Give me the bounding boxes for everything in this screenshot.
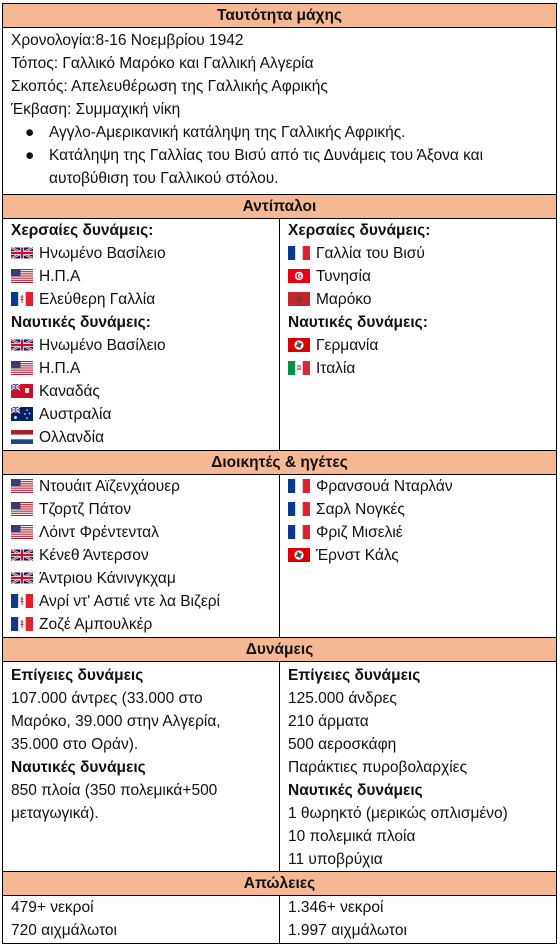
opponents-allies-cell [3,219,280,451]
flag-list-item [3,590,279,613]
flag-list-label: Κένεθ Άντερσον [39,547,149,564]
section-header-identity: Ταυτότητα μάχης [3,4,557,28]
us-flag-icon [11,361,33,375]
section-header-opponents: Αντίπαλοι [3,195,557,219]
flag-list-item [280,334,556,357]
naval-forces-heading: Ναυτικές δυνάμεις: [288,314,428,331]
uk-flag-icon [11,246,33,260]
land-forces-heading: Χερσαίες δυνάμεις: [11,222,154,239]
flag-list-label: Μαρόκο [316,291,372,308]
flag-list-item [3,498,279,521]
uk-flag-icon [11,548,33,562]
us-flag-icon [11,269,33,283]
losses-captured: 1.997 αιχμάλωτοι [288,922,407,939]
outcome-bullet: ● Κατάληψη της Γαλλίας του Βισύ από τις Δυνάμεις του Άξονα και αυτοβύθιση του Γαλλικού στόλου. [3,144,556,190]
bullet-icon: ● [25,124,35,141]
flag-list-label: Η.Π.Α [39,268,81,285]
section-header-forces: Δυνάμεις [3,638,557,662]
flag-list-label: Έρνστ Κάλς [316,547,399,564]
flag-list-label: Ηνωμένο Βασίλειο [39,337,166,354]
flag-list-label: Ντουάιτ Αϊζενχάουερ [39,478,180,495]
france-flag-icon [288,525,310,539]
flag-list-item [280,357,556,380]
nazi-germany-flag-icon [288,548,310,562]
forces-axis-cell [280,662,557,872]
naval-forces-heading: Ναυτικές δυνάμεις: [11,314,151,331]
flag-list-item [280,475,556,498]
flag-list-item [3,475,279,498]
flag-list-item [280,242,556,265]
canada-red-ensign-flag-icon [11,384,33,398]
flag-list-item [3,403,279,426]
commanders-axis-cell [280,475,557,638]
free-france-flag-icon [11,594,33,608]
flag-list-label: Ζοζέ Αμπουλκέρ [39,616,153,633]
tunisia-flag-icon [288,269,310,283]
forces-text-line: μεταγωγικά). [11,805,99,822]
flag-list-label: Ανρί ντ' Αστιέ ντε λα Βιζερί [39,593,221,610]
flag-list-item [3,265,279,288]
naval-forces-heading: Ναυτικές δυνάμεις [288,782,423,799]
nazi-germany-flag-icon [288,338,310,352]
flag-list-item [280,544,556,567]
flag-list-label: Λόιντ Φρέντενταλ [39,524,159,541]
flag-list-label: Φρανσουά Νταρλάν [316,478,453,495]
us-flag-icon [11,502,33,516]
flag-list-label: Τζορτζ Πάτον [39,501,131,518]
outcome-bullet: ● Αγγλο-Αμερικανική κατάληψη της Γαλλικής Αφρικής. [3,121,556,144]
place-text: Τόπος: Γαλλικό Μαρόκο και Γαλλική Αλγερία [11,55,314,72]
flag-list-item [280,521,556,544]
land-forces-heading: Επίγειες δυνάμεις [11,667,144,684]
morocco-flag-icon [288,292,310,306]
flag-list-item [3,357,279,380]
australia-flag-icon [11,407,33,421]
losses-dead: 1.346+ νεκροί [288,899,384,916]
section-header-commanders: Διοικητές & ηγέτες [3,451,557,475]
outcome-text: Έκβαση: Συμμαχική νίκη [11,101,181,118]
forces-text-line: Παράκτιες πυροβολαρχίες [288,759,468,776]
forces-text-line: Μαρόκο, 39.000 στην Αλγερία, [11,713,221,730]
bullet-icon: ● [25,147,35,164]
forces-text-line: 125.000 άνδρες [288,690,397,707]
flag-list-item [3,544,279,567]
flag-list-label: Καναδάς [39,383,100,400]
flag-list-label: Αυστραλία [39,406,112,423]
flag-list-item [280,498,556,521]
goal-text: Σκοπός: Απελευθέρωση της Γαλλικής Αφρικής [11,78,328,95]
flag-list-label: Σαρλ Νογκές [316,501,405,518]
flag-list-item [3,613,279,636]
forces-allies-cell [3,662,280,872]
flag-list-label: Ολλανδία [39,429,105,446]
flag-list-item [3,567,279,590]
flag-list-item [3,380,279,403]
flag-list-label: Φριζ Μισελιέ [316,524,403,541]
flag-list-item [3,334,279,357]
flag-list-label: Άντριου Κάνινγκχαμ [39,570,176,587]
forces-text-line: 500 αεροσκάφη [288,736,397,753]
commanders-allies-cell [3,475,280,638]
forces-text-line: 1 θωρηκτό (μερικώς οπλισμένο) [288,805,508,822]
us-flag-icon [11,479,33,493]
flag-list-item [3,426,279,449]
battle-infobox [2,3,556,944]
france-flag-icon [288,502,310,516]
forces-text-line: 107.000 άντρες (33.000 στο [11,690,203,707]
flag-list-item [3,521,279,544]
forces-text-line: 210 άρματα [288,713,369,730]
flag-list-label: Ηνωμένο Βασίλειο [39,245,166,262]
france-flag-icon [288,246,310,260]
free-france-flag-icon [11,292,33,306]
land-forces-heading: Χερσαίες δυνάμεις: [288,222,431,239]
flag-list-item [280,265,556,288]
uk-flag-icon [11,571,33,585]
flag-list-label: Ελεύθερη Γαλλία [39,291,156,308]
flag-list-item [3,288,279,311]
flag-list-label: Γαλλία του Βισύ [316,245,425,262]
identity-cell [3,28,557,195]
netherlands-flag-icon [11,430,33,444]
forces-text-line: 10 πολεμικά πλοία [288,828,416,845]
free-france-flag-icon [11,617,33,631]
flag-list-label: Η.Π.Α [39,360,81,377]
land-forces-heading: Επίγειες δυνάμεις [288,667,421,684]
flag-list-label: Γερμανία [316,337,379,354]
chronology-text: Χρονολογία:8-16 Νοεμβρίου 1942 [11,32,244,49]
infobox-table [2,3,557,944]
us-flag-icon [11,525,33,539]
section-header-losses: Απώλειες [3,872,557,896]
losses-captured: 720 αιχμάλωτοι [11,922,117,939]
forces-text-line: 11 υποβρύχια [288,851,383,868]
flag-list-label: Τυνησία [316,268,371,285]
flag-list-item [3,242,279,265]
flag-list-item [280,288,556,311]
losses-allies-cell [3,896,280,944]
opponents-axis-cell [280,219,557,451]
forces-text-line: 850 πλοία (350 πολεμικά+500 [11,782,218,799]
uk-flag-icon [11,338,33,352]
france-flag-icon [288,479,310,493]
losses-axis-cell [280,896,557,944]
forces-text-line: 35.000 στο Οράν). [11,736,139,753]
flag-list-label: Ιταλία [316,360,356,377]
naval-forces-heading: Ναυτικές δυνάμεις [11,759,146,776]
italy-kingdom-flag-icon [288,361,310,375]
losses-dead: 479+ νεκροί [11,899,94,916]
